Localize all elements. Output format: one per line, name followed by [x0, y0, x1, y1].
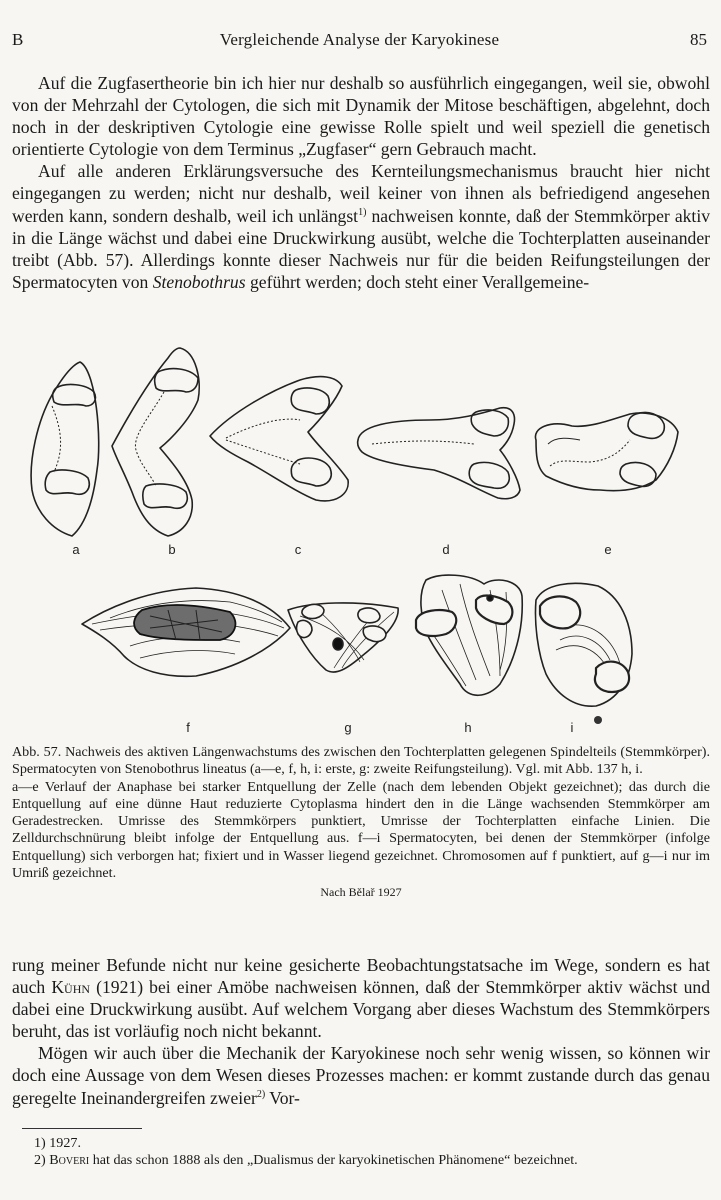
author-name-kuehn: Kühn	[51, 977, 91, 998]
caption-title: Abb. 57. Nachweis des aktiven Längenwachstums des zwischen den Tochterplatten gelegenen Spindelteils (Stemmkörper). Spermatocyten von Stenobothrus lineatus (a—e, f, h, i: erste, g: zweite Reifungsteilung). Vgl. mit Abb. 137 h, i.	[12, 744, 710, 778]
footnote-2-number: 2)	[34, 1152, 50, 1169]
figure-label-d: d	[442, 542, 450, 557]
footnote-2	[12, 1152, 710, 1169]
paragraph-4-text-b: Vor-	[265, 1087, 300, 1108]
footnote-2-text: hat das schon 1888 als den „Dualismus der karyokinetischen Phänomene“ bezeichnet.	[89, 1152, 578, 1169]
figure-caption	[12, 744, 710, 902]
caption-credit: Nach Bělař 1927	[320, 885, 402, 900]
cell-drawing-h	[416, 575, 522, 695]
cell-drawing-a	[31, 362, 99, 536]
footnotes	[12, 1128, 710, 1170]
figure-label-g: g	[344, 720, 352, 735]
figure-label-b: b	[168, 542, 176, 557]
species-name: Stenobothrus	[152, 271, 246, 292]
header-section-letter: B	[12, 30, 24, 49]
cell-drawing-e	[535, 412, 678, 490]
cell-drawing-i	[535, 583, 632, 724]
author-name-boveri: Boveri	[49, 1152, 90, 1169]
caption-body: a—e Verlauf der Anaphase bei starker Entquellung der Zelle (nach dem lebenden Objekt gezeichnet); das durch die Entquellung auf eine dünne Haut reduzierte Cytoplasma hindert den in die Länge wachsenden Stemmkörper am Geradestrecken. Umrisse des Stemmkörpers punktiert, Umrisse der Tochterplatten einfache Linien. Die Zelldurchschnürung bleibt infolge der Entquellung aus. f—i Spermatocyten, bei denen der Stemmkörper (infolge Entquellung) sich verborgen hat; fixiert und in Wasser liegend gezeichnet. Chromosomen auf f punktiert, auf g—i nur im Umriß gezeichnet.	[12, 778, 710, 882]
cell-drawing-b	[112, 348, 199, 536]
figure-label-h: h	[464, 720, 472, 735]
paragraph-2-text-c: geführt werden; doch steht einer Verallgemeine-	[245, 271, 590, 292]
paragraph-4-text-a: Mögen wir auch über die Mechanik der Karyokinese noch sehr wenig wissen, so können wir doch eine Aussage von dem Wesen dieses Prozesses machen: er kommt zustande durch das genau geregelte Ineinandergreifen zweier	[12, 1043, 710, 1108]
figure-label-e: e	[604, 542, 612, 557]
paragraph-4	[12, 1042, 710, 1108]
figure-57	[0, 340, 721, 740]
figure-label-c: c	[294, 542, 302, 557]
cell-drawing-g	[288, 603, 398, 672]
paragraph-2-text-b: nachweisen konnte, daß der Stemmkörper aktiv in die Länge wächst und dabei eine Druckwirkung ausübt, welche die Tochterplatten auseinander treibt (Abb. 57). Allerdings konnte dieser Nachweis nur für die beiden Reifungsteilungen der Spermatocyten von	[12, 205, 711, 292]
paragraph-3-text-b: (1921) bei einer Amöbe nachweisen können, daß der Stemmkörper aktiv wächst und dabei eine Druckwirkung ausübt. Auf welchem Vorgang aber dieses Wachstum des Stemmkörpers beruht, das ist vorläufig noch nicht bekannt.	[12, 977, 710, 1042]
figure-label-f: f	[186, 720, 190, 735]
running-header	[12, 30, 707, 54]
paragraph-3	[12, 954, 710, 1042]
cell-drawing-c	[210, 377, 348, 501]
footnote-divider	[22, 1128, 142, 1129]
paragraph-2	[12, 160, 710, 293]
footnote-1: 1) 1927.	[34, 1135, 81, 1151]
footnote-marker-2: 2)	[256, 1088, 266, 1100]
cell-drawing-d	[358, 408, 520, 499]
figure-label-a: a	[72, 542, 80, 557]
paragraph-3-text-a: rung meiner Befunde nicht nur keine gesicherte Beobachtungstatsache im Wege, sondern es hat auch	[12, 955, 710, 998]
footnote-marker-1: 1)	[358, 206, 367, 218]
page-number: 85	[690, 30, 707, 49]
figure-drawings	[0, 340, 721, 740]
figure-label-i: i	[570, 720, 574, 735]
cell-drawing-f	[82, 588, 290, 676]
body-text-bottom	[12, 954, 710, 1109]
body-text-top	[12, 72, 710, 293]
paragraph-2-text-a: Auf alle anderen Erklärungsversuche des Kernteilungsmechanismus braucht hier nicht eingegangen zu werden; nicht nur deshalb, weil keiner von ihnen als befriedigend angesehen werden kann, sondern deshalb, weil ich unlängst	[12, 161, 710, 226]
paragraph-1: Auf die Zugfasertheorie bin ich hier nur deshalb so ausführlich eingegangen, weil sie, obwohl von der Mehrzahl der Cytologen, die sich mit Dynamik der Mitose beschäftigen, abgelehnt, doch noch in der deskriptiven Cytologie eine gewisse Rolle spielt und weil speziell die genetisch orientierte Cytologie von dem Terminus „Zugfaser“ gern Gebrauch macht.	[12, 73, 710, 160]
header-title: Vergleichende Analyse der Karyokinese	[219, 30, 500, 49]
